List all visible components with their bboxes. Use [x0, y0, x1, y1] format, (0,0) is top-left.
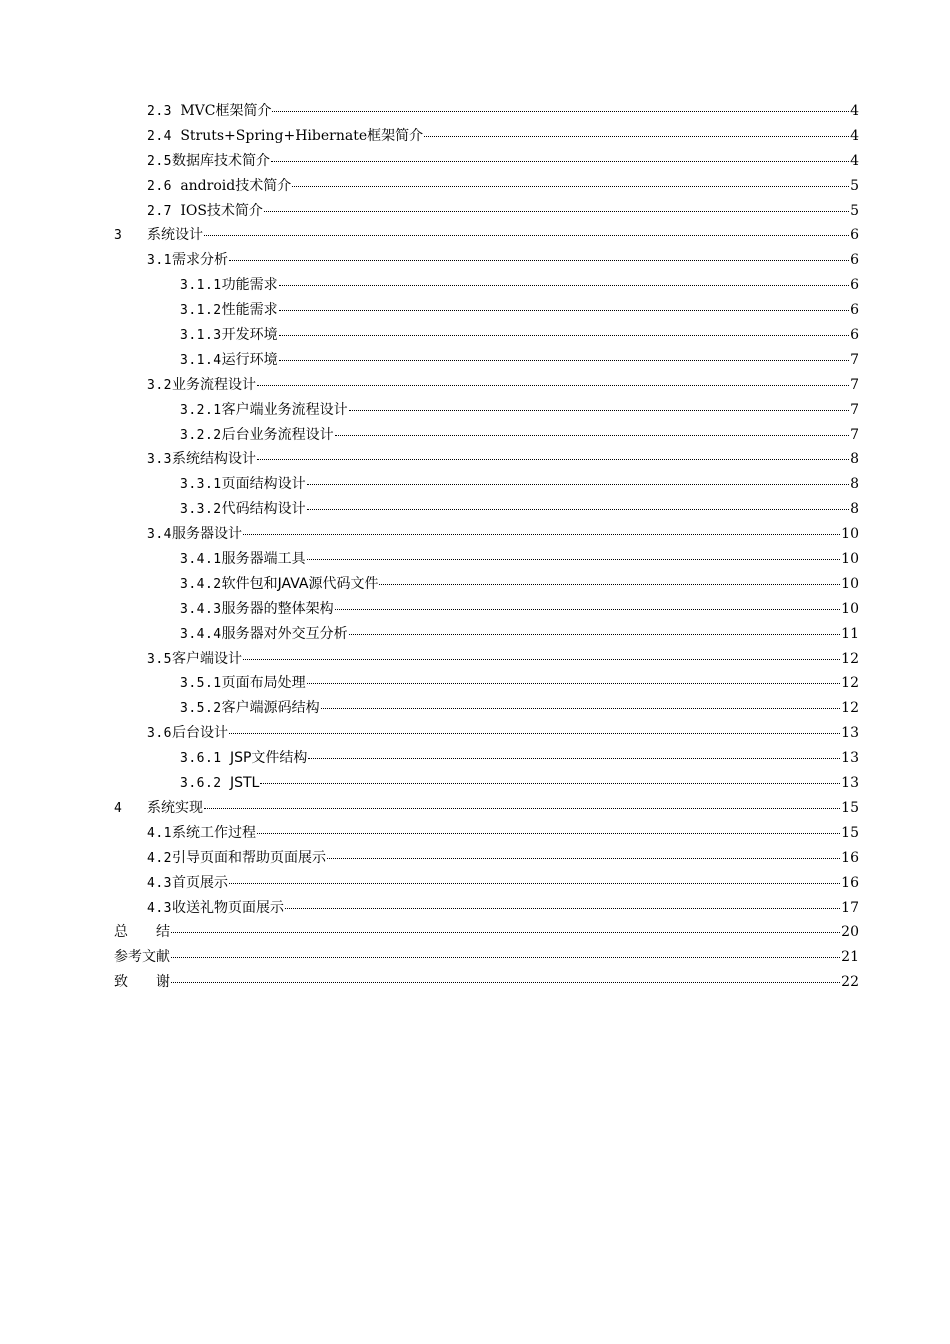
- toc-entry-number: 3.5.2: [180, 701, 222, 717]
- toc-entry-line: [114, 920, 859, 945]
- toc-entry-title: [147, 821, 256, 847]
- toc-page-number: 10: [841, 526, 859, 543]
- toc-entry[interactable]: [0, 174, 950, 199]
- toc-entry-line: [180, 622, 859, 648]
- toc-dot-leader: [279, 285, 849, 286]
- toc-page-number: 11: [841, 625, 859, 642]
- toc-entry-title: [180, 323, 278, 349]
- toc-entry[interactable]: [0, 149, 950, 174]
- toc-entry-line: [147, 821, 859, 847]
- toc-dot-leader: [271, 161, 849, 162]
- toc-dot-leader: [229, 883, 840, 884]
- toc-entry-line: [147, 871, 859, 897]
- toc-entry-line: [180, 696, 859, 722]
- toc-entry-text: 性能需求: [221, 302, 278, 319]
- toc-entry-text: 参考文献: [114, 949, 170, 966]
- toc-page-number: 7: [850, 351, 859, 368]
- toc-entry-line: [180, 348, 859, 374]
- toc-dot-leader: [321, 708, 841, 709]
- toc-page-number: 5: [850, 177, 859, 194]
- toc-dot-leader: [292, 186, 849, 187]
- toc-entry-text: 功能需求: [221, 277, 278, 294]
- toc-page-number: 6: [850, 327, 859, 344]
- toc-entry-line: [147, 896, 859, 922]
- toc-entry[interactable]: [0, 223, 950, 248]
- toc-entry-text: 服务器的整体架构: [221, 600, 334, 617]
- toc-entry-text: Struts+Spring+Hibernate框架简介: [180, 127, 424, 144]
- toc-entry-title: [114, 796, 203, 822]
- toc-entry-title: [114, 223, 203, 249]
- toc-page-number: 12: [841, 650, 859, 667]
- toc-entry-title: [147, 647, 242, 673]
- toc-entry-title: [147, 99, 271, 125]
- toc-page-number: 4: [850, 152, 859, 169]
- toc-entry[interactable]: [0, 896, 950, 921]
- toc-dot-leader: [307, 484, 849, 485]
- toc-page-number: 21: [841, 949, 859, 966]
- toc-entry[interactable]: [0, 671, 950, 696]
- toc-entry-number: 3.2: [147, 377, 172, 393]
- toc-entry[interactable]: [0, 497, 950, 522]
- toc-entry-title: [180, 398, 348, 424]
- toc-dot-leader: [260, 783, 840, 784]
- toc-entry-number: 4: [114, 800, 123, 816]
- toc-entry[interactable]: [0, 920, 950, 945]
- toc-entry-line: [147, 99, 859, 125]
- toc-entry[interactable]: [0, 248, 950, 273]
- toc-entry-title: [147, 373, 256, 399]
- toc-entry[interactable]: [0, 622, 950, 647]
- toc-entry[interactable]: [0, 398, 950, 423]
- toc-page-number: 20: [841, 924, 859, 941]
- toc-entry-title: [114, 945, 170, 970]
- toc-entry-line: [180, 572, 859, 598]
- toc-page-number: 4: [850, 127, 859, 144]
- toc-entry-text: JSTL: [229, 775, 260, 792]
- toc-entry[interactable]: [0, 348, 950, 373]
- toc-dot-leader: [349, 634, 841, 635]
- toc-dot-leader: [229, 260, 849, 261]
- toc-dot-leader: [335, 435, 849, 436]
- toc-entry-title: [114, 920, 170, 945]
- toc-entry-line: [180, 273, 859, 299]
- toc-entry-number: 3.1.3: [180, 328, 222, 344]
- toc-entry-title: [147, 124, 423, 150]
- toc-page-number: 8: [850, 501, 859, 518]
- toc-entry-line: [180, 323, 859, 349]
- toc-entry-title: [180, 472, 306, 498]
- toc-entry-text: 数据库技术简介: [171, 152, 270, 169]
- toc-entry[interactable]: [0, 99, 950, 124]
- toc-entry-title: [114, 970, 170, 995]
- toc-entry-title: [180, 423, 334, 449]
- toc-entry-text: 客户端设计: [171, 650, 242, 667]
- toc-entry-number: 3: [114, 228, 123, 244]
- toc-entry-text: 总 结: [114, 924, 170, 941]
- toc-entry-title: [147, 871, 228, 897]
- toc-entry-line: [147, 199, 859, 225]
- toc-entry-text: 服务器对外交互分析: [221, 625, 348, 642]
- toc-dot-leader: [349, 410, 849, 411]
- toc-entry-line: [147, 447, 859, 473]
- toc-dot-leader: [307, 509, 849, 510]
- toc-page-number: 6: [850, 252, 859, 269]
- toc-entry[interactable]: [0, 721, 950, 746]
- toc-page-number: 8: [850, 451, 859, 468]
- toc-entry-number: 3.2.2: [180, 427, 222, 443]
- toc-entry-line: [180, 597, 859, 623]
- toc-entry-title: [180, 348, 278, 374]
- toc-entry[interactable]: [0, 547, 950, 572]
- toc-entry-line: [114, 970, 859, 995]
- toc-entry-number: 4.3: [147, 900, 172, 916]
- toc-dot-leader: [335, 609, 841, 610]
- toc-entry-number: 3.6: [147, 726, 172, 742]
- toc-entry-text: 引导页面和帮助页面展示: [171, 849, 326, 866]
- toc-entry-text: 业务流程设计: [171, 376, 256, 393]
- toc-entry-text: MVC框架简介: [180, 103, 272, 119]
- toc-entry-number: 3.4.2: [180, 576, 222, 592]
- toc-dot-leader: [285, 908, 840, 909]
- toc-entry-text: 开发环境: [221, 327, 278, 344]
- toc-entry[interactable]: [0, 796, 950, 821]
- toc-entry-number: 3.4: [147, 527, 172, 543]
- toc-entry-line: [180, 423, 859, 449]
- toc-page-number: 6: [850, 227, 859, 244]
- toc-entry-line: [147, 149, 859, 175]
- toc-dot-leader: [279, 360, 849, 361]
- toc-dot-leader: [243, 534, 840, 535]
- toc-entry-number: 3.1.4: [180, 352, 222, 368]
- toc-dot-leader: [424, 136, 849, 137]
- toc-entry-text: 页面结构设计: [221, 476, 306, 493]
- toc-entry[interactable]: [0, 522, 950, 547]
- toc-dot-leader: [171, 932, 840, 933]
- toc-entry-line: [180, 298, 859, 324]
- toc-entry-line: [180, 398, 859, 424]
- toc-entry-number: 3.4.3: [180, 601, 222, 617]
- toc-page-number: 12: [841, 675, 859, 692]
- toc-entry-title: [147, 149, 270, 175]
- toc-entry-title: [180, 497, 306, 523]
- toc-entry-text: 系统结构设计: [171, 451, 256, 468]
- toc-page-number: 7: [850, 426, 859, 443]
- toc-entry-line: [180, 497, 859, 523]
- toc-entry-title: [180, 622, 348, 648]
- toc-entry-text: 客户端业务流程设计: [221, 401, 348, 418]
- toc-entry-line: [180, 771, 859, 797]
- toc-entry[interactable]: [0, 871, 950, 896]
- toc-entry-text: 后台设计: [171, 725, 228, 742]
- toc-page-number: 13: [841, 775, 859, 792]
- toc-entry-text: 系统实现: [147, 799, 203, 816]
- toc-dot-leader: [279, 335, 849, 336]
- toc-entry-line: [114, 945, 859, 970]
- toc-page-number: 16: [841, 849, 859, 866]
- toc-entry-title: [180, 597, 334, 623]
- toc-entry-title: [180, 547, 306, 573]
- toc-entry-title: [147, 248, 228, 274]
- toc-dot-leader: [171, 982, 840, 983]
- toc-page-number: 22: [841, 974, 859, 991]
- toc-entry-text: 首页展示: [171, 874, 228, 891]
- toc-entry-title: [147, 522, 242, 548]
- toc-dot-leader: [229, 733, 840, 734]
- toc-entry-title: [147, 199, 263, 225]
- toc-entry-line: [114, 796, 859, 822]
- toc-page-number: 5: [850, 202, 859, 219]
- toc-dot-leader: [272, 111, 849, 112]
- toc-page-number: 16: [841, 874, 859, 891]
- toc-entry-text: 软件包和JAVA源代码文件: [221, 575, 379, 592]
- toc-entry[interactable]: [0, 199, 950, 224]
- toc-dot-leader: [279, 310, 849, 311]
- toc-entry[interactable]: [0, 572, 950, 597]
- toc-dot-leader: [307, 683, 841, 684]
- toc-page-number: 13: [841, 750, 859, 767]
- toc-entry-line: [114, 223, 859, 249]
- toc-page-number: 17: [841, 899, 859, 916]
- toc-entry-line: [147, 373, 859, 399]
- toc-entry[interactable]: [0, 373, 950, 398]
- toc-entry-title: [180, 696, 320, 722]
- toc-entry-number: 3.1.2: [180, 303, 222, 319]
- toc-entry-number: 3.1: [147, 253, 172, 269]
- toc-entry-line: [180, 547, 859, 573]
- toc-entry-text: 收送礼物页面展示: [171, 899, 284, 916]
- toc-entry-number: 3.3: [147, 452, 172, 468]
- toc-entry-line: [180, 472, 859, 498]
- toc-entry-title: [147, 447, 256, 473]
- toc-entry-number: 2.4: [147, 128, 181, 144]
- toc-entry-text: 运行环境: [221, 351, 278, 368]
- toc-dot-leader: [308, 758, 840, 759]
- toc-dot-leader: [379, 584, 840, 585]
- toc-entry-line: [147, 846, 859, 872]
- toc-entry-title: [147, 846, 326, 872]
- toc-page-number: 7: [850, 401, 859, 418]
- toc-entry[interactable]: [0, 423, 950, 448]
- toc-entry[interactable]: [0, 447, 950, 472]
- toc-dot-leader: [204, 235, 849, 236]
- toc-page-number: 6: [850, 302, 859, 319]
- toc-dot-leader: [243, 659, 840, 660]
- toc-page-number: 8: [850, 476, 859, 493]
- toc-entry-number: 2.7: [147, 203, 181, 219]
- toc-entry-text: 系统工作过程: [171, 824, 256, 841]
- toc-entry-number: 3.3.2: [180, 502, 222, 518]
- toc-entry[interactable]: [0, 821, 950, 846]
- toc-entry[interactable]: [0, 597, 950, 622]
- toc-entry-text: 服务器端工具: [221, 551, 306, 568]
- toc-entry-title: [147, 721, 228, 747]
- toc-entry-number: 3.2.1: [180, 402, 222, 418]
- toc-entry-text: 代码结构设计: [221, 501, 306, 518]
- toc-dot-leader: [257, 459, 849, 460]
- toc-entry-line: [180, 671, 859, 697]
- toc-dot-leader: [257, 385, 849, 386]
- table-of-contents: [0, 99, 950, 995]
- toc-entry[interactable]: [0, 647, 950, 672]
- toc-entry-text: android技术简介: [180, 177, 292, 194]
- toc-entry[interactable]: [0, 771, 950, 796]
- toc-dot-leader: [307, 559, 841, 560]
- toc-entry-number: 3.4.4: [180, 626, 222, 642]
- toc-entry[interactable]: [0, 746, 950, 771]
- toc-entry-number: 2.6: [147, 178, 181, 194]
- toc-entry-line: [147, 522, 859, 548]
- toc-entry-text: 服务器设计: [171, 526, 242, 543]
- toc-entry-line: [147, 124, 859, 150]
- toc-entry-title: [147, 174, 291, 200]
- toc-entry-line: [147, 647, 859, 673]
- toc-page-number: 4: [850, 103, 859, 119]
- toc-page-number: 7: [850, 376, 859, 393]
- toc-entry-number: 3.4.1: [180, 552, 222, 568]
- toc-entry-text: 页面布局处理: [221, 675, 306, 692]
- toc-entry-title: [180, 746, 307, 772]
- toc-entry-text: IOS技术简介: [180, 202, 263, 219]
- toc-dot-leader: [264, 211, 849, 212]
- toc-page-number: 15: [841, 824, 859, 841]
- toc-entry-number: 4.1: [147, 825, 172, 841]
- toc-page-number: 10: [841, 600, 859, 617]
- toc-entry[interactable]: [0, 298, 950, 323]
- toc-page-number: 10: [841, 551, 859, 568]
- toc-entry[interactable]: [0, 323, 950, 348]
- toc-entry-number: 2.3: [147, 104, 181, 119]
- toc-entry[interactable]: [0, 124, 950, 149]
- toc-entry[interactable]: [0, 472, 950, 497]
- toc-entry-number: 4.3: [147, 875, 172, 891]
- toc-entry-number: 2.5: [147, 153, 172, 169]
- toc-entry-line: [147, 721, 859, 747]
- toc-entry-title: [180, 298, 278, 324]
- toc-entry-text: 需求分析: [171, 252, 228, 269]
- toc-page-number: 15: [841, 799, 859, 816]
- toc-dot-leader: [327, 858, 840, 859]
- toc-entry[interactable]: [0, 970, 950, 995]
- toc-entry-title: [147, 896, 284, 922]
- toc-dot-leader: [171, 957, 840, 958]
- toc-entry-title: [180, 273, 278, 299]
- toc-entry-line: [180, 746, 859, 772]
- toc-entry-number: 3.6.1: [180, 751, 230, 767]
- toc-entry-text: 系统设计: [147, 227, 203, 244]
- toc-dot-leader: [204, 808, 840, 809]
- toc-entry-text: 后台业务流程设计: [221, 426, 334, 443]
- toc-page-number: 12: [841, 700, 859, 717]
- toc-entry-line: [147, 248, 859, 274]
- toc-entry-number: 3.5.1: [180, 676, 222, 692]
- toc-dot-leader: [257, 833, 840, 834]
- toc-entry[interactable]: [0, 696, 950, 721]
- toc-entry-number: 3.6.2: [180, 776, 230, 792]
- toc-entry-number: 3.3.1: [180, 477, 222, 493]
- toc-entry[interactable]: [0, 945, 950, 970]
- toc-page-number: 10: [841, 575, 859, 592]
- toc-entry-title: [180, 572, 378, 598]
- toc-entry[interactable]: [0, 846, 950, 871]
- toc-entry-number: 4.2: [147, 850, 172, 866]
- toc-entry-line: [147, 174, 859, 200]
- toc-entry-text: 致 谢: [114, 974, 170, 991]
- toc-entry-title: [180, 771, 259, 797]
- toc-entry[interactable]: [0, 273, 950, 298]
- toc-entry-text: JSP文件结构: [229, 750, 308, 767]
- toc-entry-number: 3.5: [147, 651, 172, 667]
- toc-entry-title: [180, 671, 306, 697]
- toc-page-number: 6: [850, 277, 859, 294]
- toc-entry-text: 客户端源码结构: [221, 700, 320, 717]
- toc-entry-number: 3.1.1: [180, 278, 222, 294]
- toc-page-number: 13: [841, 725, 859, 742]
